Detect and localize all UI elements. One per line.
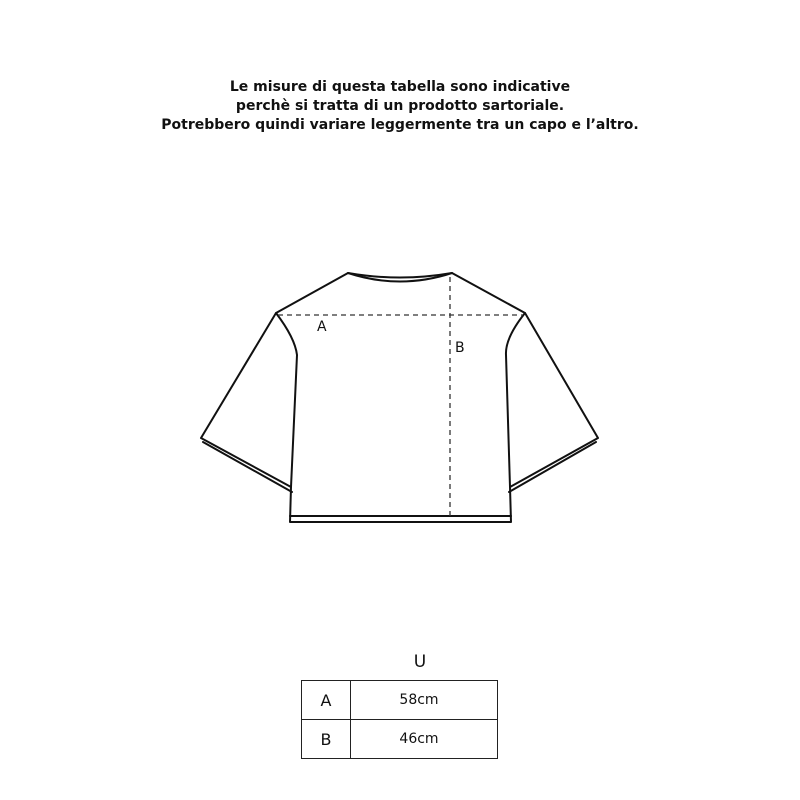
size-table bbox=[301, 680, 498, 759]
row-value: 46cm bbox=[351, 720, 498, 759]
row-value: 58cm bbox=[351, 681, 498, 720]
row-key: A bbox=[302, 681, 351, 720]
right-sleeve bbox=[510, 313, 598, 487]
table-row bbox=[302, 720, 498, 759]
disclaimer-line-3: Potrebbero quindi variare leggermente tra un capo e l’altro. bbox=[161, 117, 639, 133]
row-key: B bbox=[302, 720, 351, 759]
right-sleeve-cuff bbox=[509, 442, 596, 492]
left-sleeve-cuff bbox=[203, 442, 292, 492]
measure-a-label: A bbox=[317, 319, 327, 335]
left-sleeve bbox=[201, 313, 291, 487]
tshirt-outline bbox=[276, 273, 525, 522]
disclaimer-line-2: perchè si tratta di un prodotto sartoriale. bbox=[235, 98, 565, 114]
table-row bbox=[302, 681, 498, 720]
measure-b-label: B bbox=[455, 340, 465, 356]
disclaimer-line-1: Le misure di questa tabella sono indicative bbox=[229, 79, 571, 95]
size-column-header: U bbox=[413, 652, 427, 672]
